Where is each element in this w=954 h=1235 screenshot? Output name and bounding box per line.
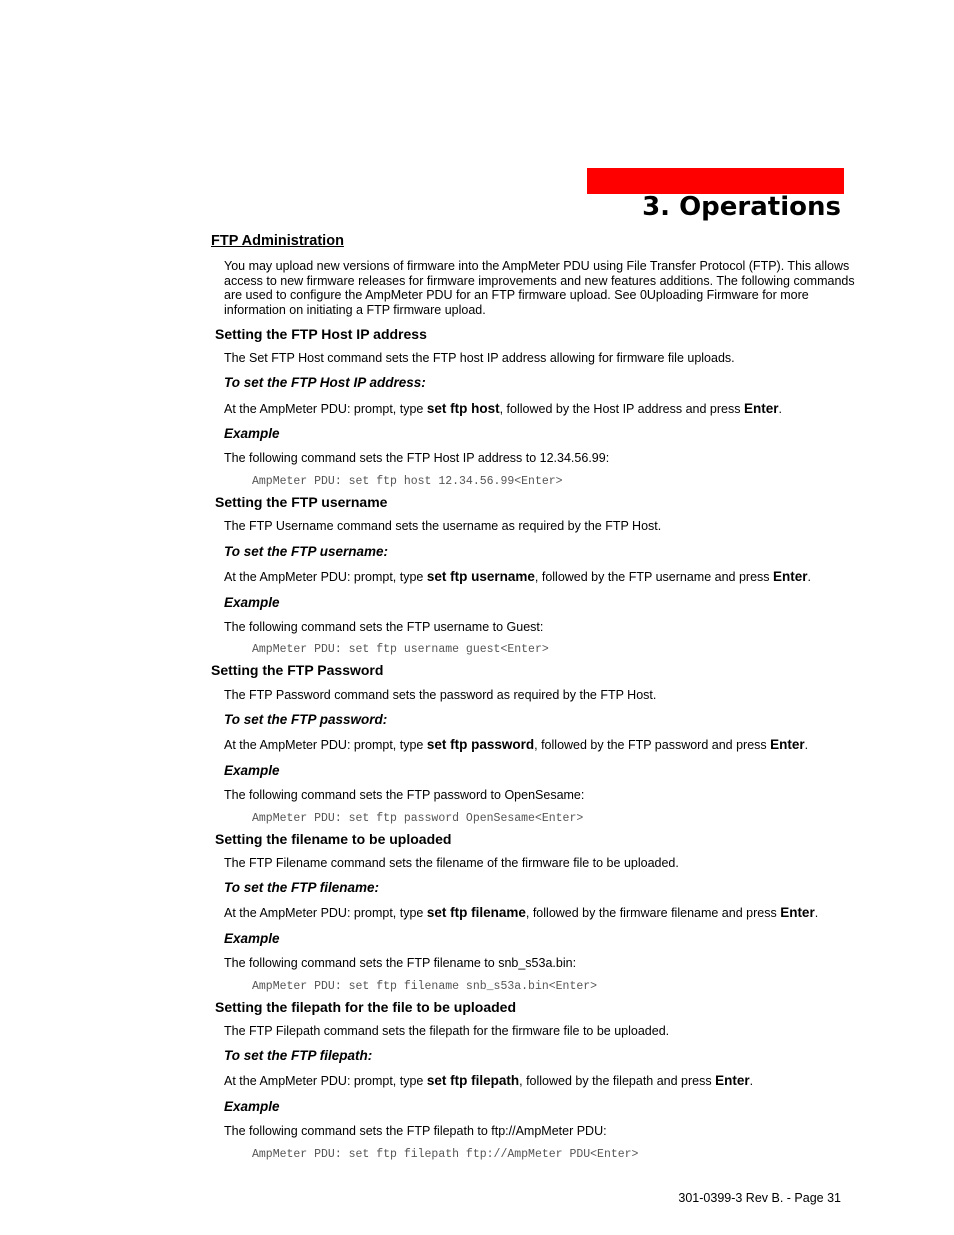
task-heading: To set the FTP password: xyxy=(224,712,388,727)
command-text: set ftp password xyxy=(426,737,535,752)
instruction-line: At the AmpMeter PDU: prompt, type set ftp host, followed by the Host IP address and press Enter. xyxy=(224,401,782,416)
instruction-line: At the AmpMeter PDU: prompt, type set ftp username, followed by the FTP username and press Enter. xyxy=(224,569,811,584)
subsection-heading: Setting the FTP Password xyxy=(211,662,384,678)
subsection-heading: Setting the filename to be uploaded xyxy=(215,831,452,847)
instruction-suffix: , followed by the FTP username and press xyxy=(534,570,773,584)
prompt-prefix: At the AmpMeter PDU: prompt, type xyxy=(224,570,427,584)
task-heading: To set the FTP filepath: xyxy=(224,1048,373,1063)
prompt-prefix: At the AmpMeter PDU: prompt, type xyxy=(224,402,427,416)
example-text: The following command sets the FTP filename to snb_s53a.bin: xyxy=(224,956,577,970)
enter-key: Enter xyxy=(770,737,805,752)
enter-key: Enter xyxy=(780,905,815,920)
command-text: set ftp host xyxy=(426,401,500,416)
subsection-description: The FTP Password command sets the password as required by the FTP Host. xyxy=(224,688,657,702)
example-text: The following command sets the FTP Host IP address to 12.34.56.99: xyxy=(224,451,610,465)
example-text: The following command sets the FTP username to Guest: xyxy=(224,620,544,634)
code-example: AmpMeter PDU: set ftp username guest<Enter> xyxy=(252,643,549,656)
page-footer: 301-0399-3 Rev B. - Page 31 xyxy=(678,1191,841,1205)
code-example: AmpMeter PDU: set ftp host 12.34.56.99<Enter> xyxy=(252,475,563,488)
subsection-heading: Setting the filepath for the file to be uploaded xyxy=(215,999,516,1015)
example-heading: Example xyxy=(224,763,280,778)
subsection-heading: Setting the FTP username xyxy=(215,494,388,510)
subsection-description: The Set FTP Host command sets the FTP host IP address allowing for firmware file uploads. xyxy=(224,351,735,365)
example-text: The following command sets the FTP password to OpenSesame: xyxy=(224,788,585,802)
enter-key: Enter xyxy=(715,1073,750,1088)
instruction-suffix: , followed by the Host IP address and press xyxy=(499,402,744,416)
example-heading: Example xyxy=(224,595,280,610)
prompt-prefix: At the AmpMeter PDU: prompt, type xyxy=(224,906,427,920)
chapter-red-bar xyxy=(587,168,844,194)
command-text: set ftp filename xyxy=(426,905,526,920)
task-heading: To set the FTP Host IP address: xyxy=(224,375,426,390)
subsection-description: The FTP Filename command sets the filename of the firmware file to be uploaded. xyxy=(224,856,679,870)
example-heading: Example xyxy=(224,426,280,441)
enter-key: Enter xyxy=(773,569,808,584)
prompt-prefix: At the AmpMeter PDU: prompt, type xyxy=(224,1074,427,1088)
instruction-suffix: , followed by the firmware filename and press xyxy=(525,906,781,920)
instruction-suffix: , followed by the filepath and press xyxy=(519,1074,716,1088)
code-example: AmpMeter PDU: set ftp filename snb_s53a.bin<Enter> xyxy=(252,980,598,993)
chapter-title: 3. Operations xyxy=(642,192,841,222)
instruction-line: At the AmpMeter PDU: prompt, type set ftp filepath, followed by the filepath and press Enter. xyxy=(224,1073,754,1088)
enter-key: Enter xyxy=(743,401,779,416)
section-title: FTP Administration xyxy=(211,233,344,249)
task-heading: To set the FTP username: xyxy=(224,544,389,559)
code-example: AmpMeter PDU: set ftp filepath ftp://AmpMeter PDU<Enter> xyxy=(252,1148,639,1161)
intro-paragraph: You may upload new versions of firmware into the AmpMeter PDU using File Transfer Protocol (FTP). This allows access to new firmware releases for firmware improvements and new features additions. The following commands are used to configure the AmpMeter PDU for an FTP firmware upload. See 0Uploading Firmware for more information on initiating a FTP firmware upload. xyxy=(224,259,855,317)
example-text: The following command sets the FTP filepath to ftp://AmpMeter PDU: xyxy=(224,1124,607,1138)
subsection-description: The FTP Filepath command sets the filepath for the firmware file to be uploaded. xyxy=(224,1024,670,1038)
prompt-prefix: At the AmpMeter PDU: prompt, type xyxy=(224,738,427,752)
command-text: set ftp filepath xyxy=(426,1073,520,1088)
instruction-suffix: , followed by the FTP password and press xyxy=(534,738,771,752)
subsection-heading: Setting the FTP Host IP address xyxy=(215,326,427,342)
example-heading: Example xyxy=(224,931,280,946)
instruction-line: At the AmpMeter PDU: prompt, type set ftp filename, followed by the firmware filename and press Enter. xyxy=(224,905,819,920)
example-heading: Example xyxy=(224,1099,280,1114)
command-text: set ftp username xyxy=(426,569,535,584)
code-example: AmpMeter PDU: set ftp password OpenSesame<Enter> xyxy=(252,812,584,825)
subsection-description: The FTP Username command sets the username as required by the FTP Host. xyxy=(224,519,662,533)
task-heading: To set the FTP filename: xyxy=(224,880,380,895)
instruction-line: At the AmpMeter PDU: prompt, type set ftp password, followed by the FTP password and press Enter. xyxy=(224,737,809,752)
